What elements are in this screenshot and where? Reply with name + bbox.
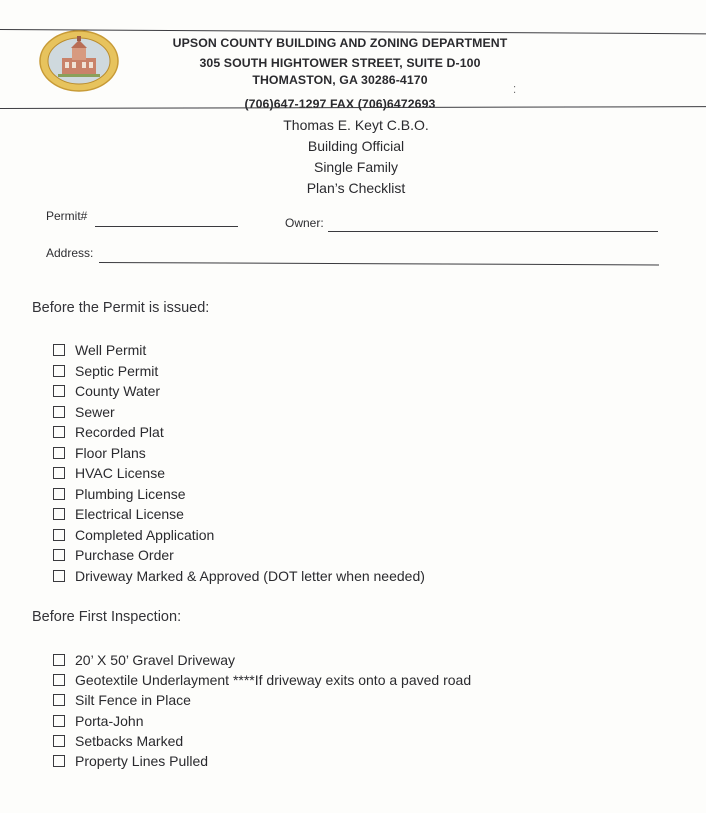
checklist-item-label: Property Lines Pulled <box>75 753 209 770</box>
checkbox[interactable] <box>53 694 65 706</box>
residence-type: Single Family <box>313 159 399 175</box>
checklist-item-label: Completed Application <box>75 526 215 543</box>
checkbox[interactable] <box>53 674 65 686</box>
checklist-item <box>53 545 425 566</box>
checklist-item-label: Well Permit <box>75 342 147 359</box>
checkbox[interactable] <box>53 755 65 767</box>
section-before-inspection-title: Before First Inspection: <box>32 609 182 625</box>
checklist-item-label: 20’ X 50’ Gravel Driveway <box>75 652 236 669</box>
checkbox[interactable] <box>53 447 65 459</box>
checkbox[interactable] <box>53 654 65 666</box>
checkbox[interactable] <box>53 406 65 418</box>
checklist-item-label: Electrical License <box>75 506 184 523</box>
checklist-item-label: Floor Plans <box>75 444 146 461</box>
checkbox[interactable] <box>53 715 65 727</box>
checklist-item-label: Silt Fence in Place <box>75 692 191 709</box>
city-state-zip: THOMASTON, GA 30286-4170 <box>252 73 428 87</box>
checklist-item <box>53 670 471 690</box>
checklist-item <box>53 650 471 670</box>
checklist-item <box>53 525 425 546</box>
owner-field[interactable] <box>328 231 658 232</box>
address-label: Address: <box>46 246 94 260</box>
department-name: UPSON COUNTY BUILDING AND ZONING DEPARTMENT <box>172 36 508 50</box>
checklist-item-label: County Water <box>75 383 161 400</box>
checklist-item <box>53 463 425 484</box>
checkbox[interactable] <box>53 426 65 438</box>
checklist-item-label: Recorded Plat <box>75 424 164 441</box>
checklist-item <box>53 443 425 464</box>
checklist-item-label: Geotextile Underlayment ****If driveway exits onto a paved road <box>75 672 472 689</box>
owner-label: Owner: <box>285 216 324 230</box>
before-inspection-checklist <box>53 650 471 771</box>
checklist-item <box>53 340 425 361</box>
county-seal-logo <box>38 30 120 92</box>
checklist-item <box>53 731 471 751</box>
checklist-item <box>53 422 425 443</box>
phone-fax: (706)647-1297 FAX (706)6472693 <box>244 97 436 111</box>
street-address: 305 SOUTH HIGHTOWER STREET, SUITE D-100 <box>199 56 481 70</box>
checkbox[interactable] <box>53 467 65 479</box>
checklist-item <box>53 711 471 731</box>
permit-label: Permit# <box>46 209 88 223</box>
checkbox[interactable] <box>53 365 65 377</box>
checklist-item <box>53 402 425 423</box>
checklist-item <box>53 751 471 771</box>
checkbox[interactable] <box>53 735 65 747</box>
checklist-item-label: Purchase Order <box>75 547 174 564</box>
checkbox[interactable] <box>53 488 65 500</box>
checklist-item-label: Plumbing License <box>75 485 186 502</box>
checkbox[interactable] <box>53 549 65 561</box>
checklist-item <box>53 361 425 382</box>
checklist-item <box>53 484 425 505</box>
checkbox[interactable] <box>53 570 65 582</box>
checklist-item <box>53 504 425 525</box>
checklist-item <box>53 690 471 710</box>
document-title: Plan’s Checklist <box>306 180 406 196</box>
checkbox[interactable] <box>53 344 65 356</box>
checklist-item-label: Septic Permit <box>75 362 159 379</box>
checklist-item-label: Porta-John <box>75 712 144 729</box>
address-field[interactable] <box>99 262 659 265</box>
checkbox[interactable] <box>53 385 65 397</box>
checklist-item-label: Driveway Marked & Approved (DOT letter when needed) <box>75 567 425 584</box>
permit-number-field[interactable] <box>95 226 238 227</box>
stray-mark: ⁚ <box>513 85 517 96</box>
checklist-item-label: HVAC License <box>75 465 166 482</box>
before-permit-checklist <box>53 340 425 586</box>
checklist-item-label: Setbacks Marked <box>75 732 184 749</box>
checkbox[interactable] <box>53 529 65 541</box>
checklist-item <box>53 381 425 402</box>
official-name: Thomas E. Keyt C.B.O. <box>283 117 429 133</box>
official-title: Building Official <box>307 138 405 154</box>
section-before-permit-title: Before the Permit is issued: <box>32 300 210 316</box>
checkbox[interactable] <box>53 508 65 520</box>
checklist-item-label: Sewer <box>75 403 115 420</box>
checklist-item <box>53 566 425 587</box>
